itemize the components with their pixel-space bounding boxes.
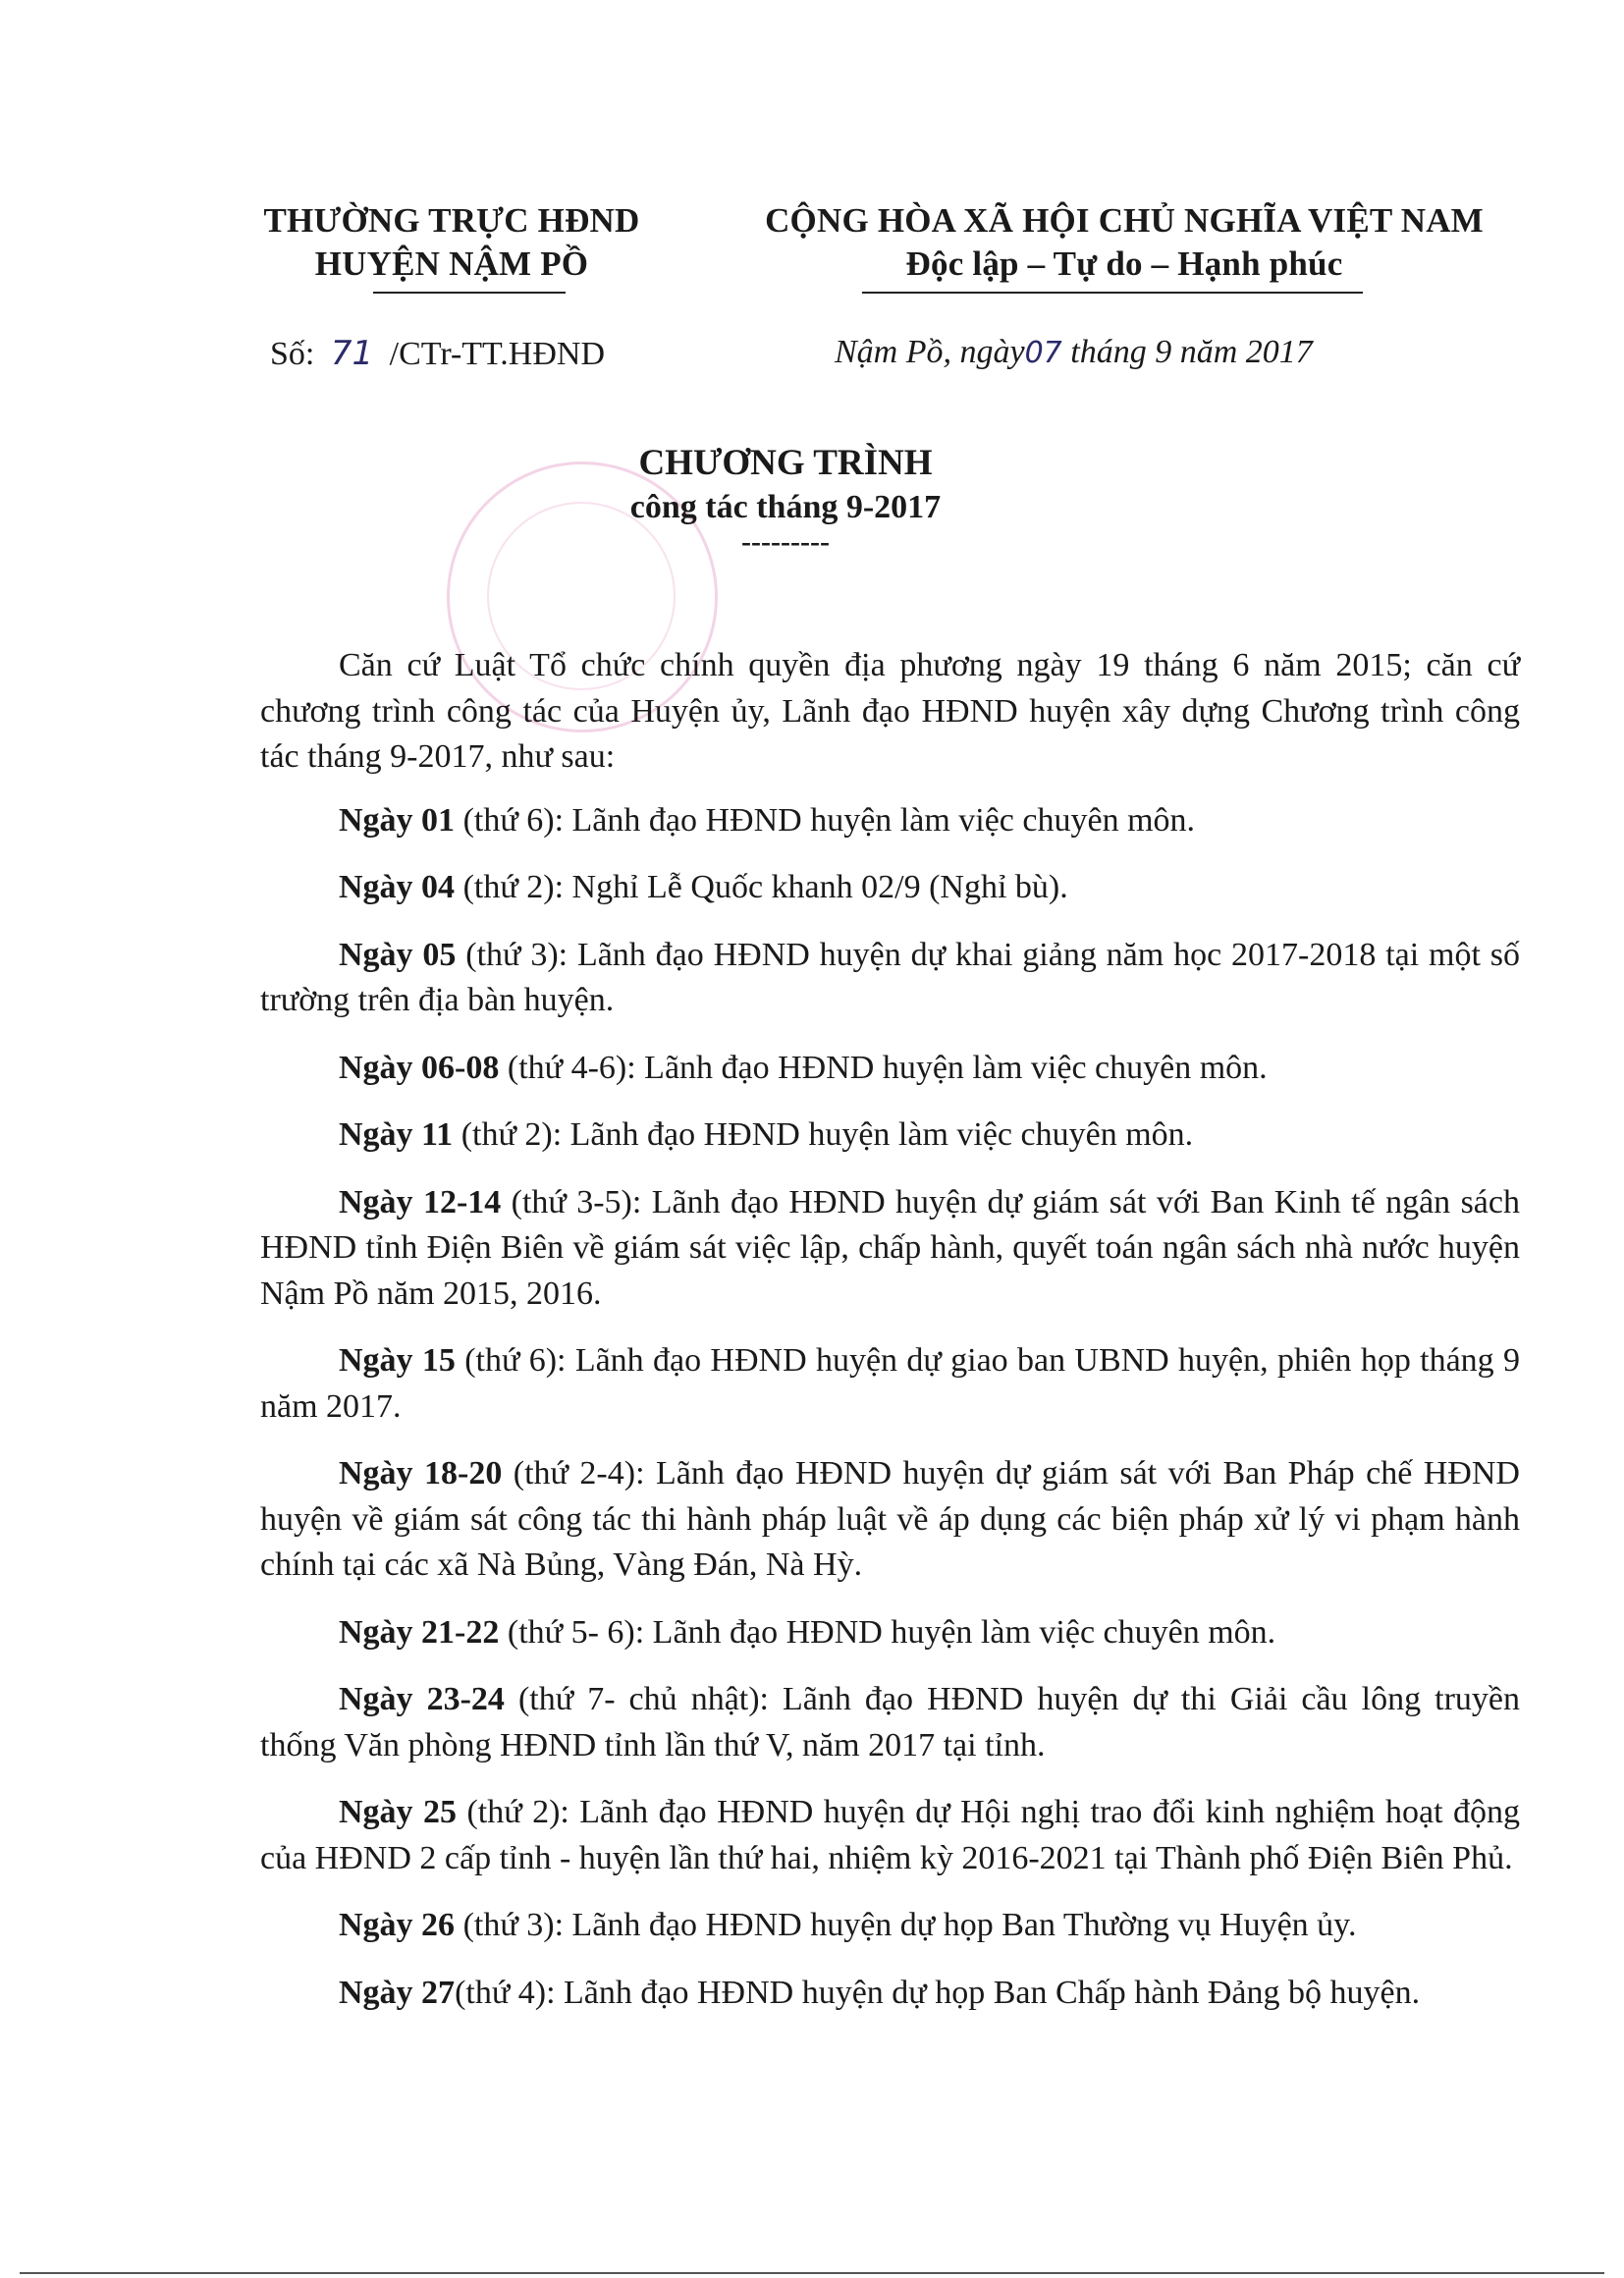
schedule-text: (thứ 2-4): Lãnh đạo HĐND huyện dự giám sát với Ban Pháp chế HĐND huyện về giám sát công tác thi hành pháp luật về áp dụng các biện pháp xử lý vi phạm hành chính tại các xã Nà Bủng, Vàng Đán, Nà Hỳ. [260,1455,1520,1583]
schedule-list [260,798,1520,2017]
number-suffix: /CTr-TT.HĐND [389,336,606,372]
date-before: Nậm Pồ, ngày [835,334,1025,370]
country-name: CỘNG HÒA XÃ HỘI CHỦ NGHĨA VIỆT NAM [765,201,1484,240]
motto-underline [862,292,1363,294]
schedule-day: Ngày 23-24 [339,1681,505,1717]
schedule-day: Ngày 12-14 [339,1183,502,1220]
schedule-day: Ngày 26 [339,1907,456,1943]
schedule-day: Ngày 27 [339,1974,456,2011]
schedule-item [260,1046,1520,1092]
schedule-item [260,1790,1520,1881]
schedule-text: (thứ 2): Lãnh đạo HĐND huyện dự Hội nghị trao đổi kinh nghiệm hoạt động của HĐND 2 cấp tỉnh - huyện lần thứ hai, nhiệm kỳ 2016-2021 tại Thành phố Điện Biên Phủ. [260,1794,1520,1876]
schedule-item [260,933,1520,1024]
schedule-text: (thứ 6): Lãnh đạo HĐND huyện dự giao ban UBND huyện, phiên họp tháng 9 năm 2017. [260,1342,1521,1425]
schedule-item [260,1971,1520,2017]
title-divider: --------- [741,525,830,558]
number-prefix: Số: [270,336,315,372]
schedule-text: (thứ 4-6): Lãnh đạo HĐND huyện làm việc chuyên môn. [499,1049,1268,1086]
schedule-day: Ngày 15 [339,1342,456,1379]
schedule-item [260,1112,1520,1159]
document-subtitle: công tác tháng 9-2017 [629,489,942,525]
issuer-underline [373,292,566,294]
schedule-text: (thứ 2): Nghỉ Lễ Quốc khanh 02/9 (Nghỉ bù). [455,869,1068,905]
issuer-line-2: HUYỆN NẬM PỒ [314,244,589,283]
motto-line: Độc lập – Tự do – Hạnh phúc [905,244,1343,283]
schedule-item [260,1451,1520,1589]
date-after: tháng 9 năm 2017 [1061,334,1313,370]
schedule-item [260,1610,1520,1656]
document-title: CHƯƠNG TRÌNH [638,443,933,483]
schedule-day: Ngày 21-22 [339,1613,500,1651]
schedule-text: (thứ 5- 6): Lãnh đạo HĐND huyện làm việc chuyên môn. [499,1613,1276,1651]
schedule-item [260,1677,1520,1768]
handwritten-number: 71 [330,334,374,373]
document-body [260,643,1520,2037]
schedule-day: Ngày 05 [339,936,457,973]
page-bottom-rule [20,2272,1604,2274]
schedule-day: Ngày 01 [339,801,456,839]
schedule-day: Ngày 11 [339,1116,454,1153]
schedule-day: Ngày 25 [339,1794,457,1830]
document-date [835,334,1313,371]
schedule-text: (thứ 7- chủ nhật): Lãnh đạo HĐND huyện dự thi Giải cầu lông truyền thống Văn phòng HĐND tỉnh lần thứ V, năm 2017 tại tỉnh. [260,1681,1520,1763]
schedule-item [260,1338,1520,1430]
schedule-text: (thứ 3): Lãnh đạo HĐND huyện dự khai giảng năm học 2017-2018 tại một số trường trên địa bàn huyện. [260,936,1521,1018]
schedule-item [260,865,1520,911]
schedule-text: (thứ 2): Lãnh đạo HĐND huyện làm việc chuyên môn. [453,1116,1194,1153]
schedule-text: (thứ 3-5): Lãnh đạo HĐND huyện dự giám sát với Ban Kinh tế ngân sách HĐND tỉnh Điện Biên về giám sát việc lập, chấp hành, quyết toán ngân sách nhà nước huyện Nậm Pồ năm 2015, 2016. [260,1183,1520,1312]
issuer-name [226,201,677,284]
schedule-day: Ngày 18-20 [339,1455,503,1492]
intro-paragraph: Căn cứ Luật Tổ chức chính quyền địa phương ngày 19 tháng 6 năm 2015; căn cứ chương trình công tác của Huyện ủy, Lãnh đạo HĐND huyện xây dựng Chương trình công tác tháng 9-2017, như sau: [260,647,1520,775]
schedule-text: (thứ 6): Lãnh đạo HĐND huyện làm việc chuyên môn. [455,801,1196,839]
schedule-text: (thứ 4): Lãnh đạo HĐND huyện dự họp Ban Chấp hành Đảng bộ huyện. [455,1974,1421,2011]
schedule-day: Ngày 04 [339,869,456,905]
national-motto [712,201,1537,284]
schedule-item [260,1180,1520,1318]
issuer-line-1: THƯỜNG TRỰC HĐND [263,201,640,240]
schedule-item [260,798,1520,844]
document-number [270,334,605,373]
schedule-text: (thứ 3): Lãnh đạo HĐND huyện dự họp Ban Thường vụ Huyện ủy. [455,1907,1357,1943]
schedule-item [260,1903,1520,1949]
schedule-day: Ngày 06-08 [339,1049,500,1086]
handwritten-day: 07 [1024,336,1062,370]
